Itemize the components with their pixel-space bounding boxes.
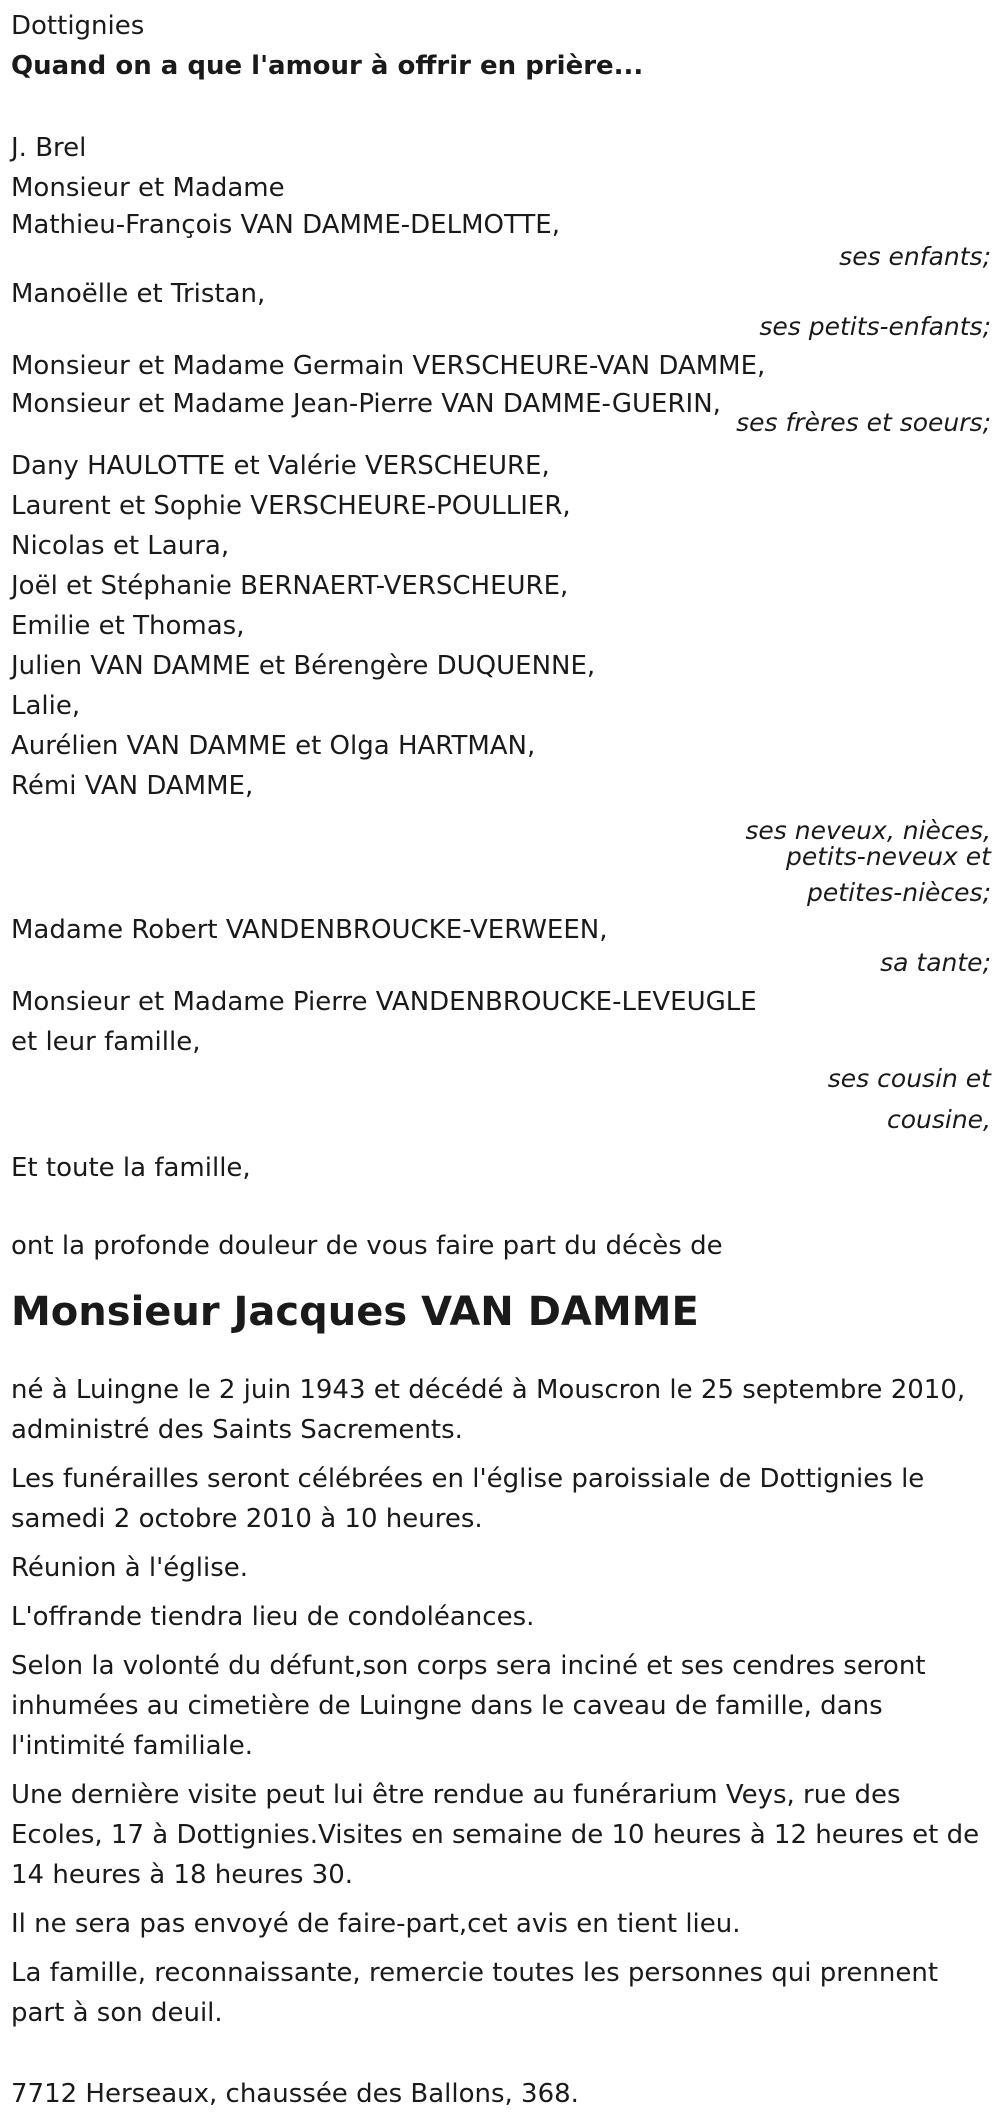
obituary-notice xyxy=(11,6,991,2114)
paragraph-line: né à Luingne le 2 juin 1943 et décédé à Mouscron le 25 septembre 2010, xyxy=(11,1375,966,1405)
family-line: Monsieur et Madame Germain VERSCHEURE-VAN DAMME, xyxy=(11,351,766,381)
paragraph-line: inhumées au cimetière de Luingne dans le caveau de famille, dans xyxy=(11,1691,883,1721)
relation-label: ses enfants; xyxy=(839,242,991,271)
paragraph xyxy=(11,1904,991,1944)
paragraph-line: La famille, reconnaissante, remercie toutes les personnes qui prennent xyxy=(11,1958,939,1988)
paragraph xyxy=(11,1370,991,1450)
paragraph-line: Réunion à l'église. xyxy=(11,1553,249,1583)
paragraph-line: Une dernière visite peut lui être rendue au funérarium Veys, rue des xyxy=(11,1780,901,1810)
family-line: Monsieur et Madame xyxy=(11,173,285,203)
family-line: Madame Robert VANDENBROUCKE-VERWEEN, xyxy=(11,915,608,945)
paragraph xyxy=(11,1775,991,1895)
address: 7712 Herseaux, chaussée des Ballons, 368. xyxy=(11,2079,579,2109)
paragraph-line: Ecoles, 17 à Dottignies.Visites en semaine de 10 heures à 12 heures et de xyxy=(11,1820,980,1850)
paragraph-line: 14 heures à 18 heures 30. xyxy=(11,1860,353,1890)
quote-author: J. Brel xyxy=(11,133,87,163)
family-line: Nicolas et Laura, xyxy=(11,531,230,561)
siblings-group xyxy=(11,346,991,438)
relation-label: ses neveux, nièces, xyxy=(745,816,991,845)
family-line: Rémi VAN DAMME, xyxy=(11,771,254,801)
deceased-name: Monsieur Jacques VAN DAMME xyxy=(11,1289,699,1335)
paragraph-line: L'offrande tiendra lieu de condoléances. xyxy=(11,1602,535,1632)
family-line: Monsieur et Madame Jean-Pierre VAN DAMME-GUERIN, xyxy=(11,389,721,419)
relation-label: ses frères et soeurs; xyxy=(736,408,991,437)
paragraph xyxy=(11,1953,991,2033)
relation-label: ses cousin et xyxy=(827,1064,991,1093)
family-line: Manoëlle et Tristan, xyxy=(11,279,266,309)
relation-label: ses petits-enfants; xyxy=(759,312,991,341)
family-line: Dany HAULOTTE et Valérie VERSCHEURE, xyxy=(11,451,550,481)
cousins-group xyxy=(11,982,991,1144)
paragraph xyxy=(11,1646,991,1766)
paragraph-line: Les funérailles seront célébrées en l'église paroissiale de Dottignies le xyxy=(11,1464,925,1494)
family-line: Joël et Stéphanie BERNAERT-VERSCHEURE, xyxy=(11,571,569,601)
paragraph-line: samedi 2 octobre 2010 à 10 heures. xyxy=(11,1504,483,1534)
paragraph xyxy=(11,1548,991,1588)
quote: Quand on a que l'amour à offrir en prière... xyxy=(11,51,644,81)
details xyxy=(11,1370,991,2033)
announcement: ont la profonde douleur de vous faire part du décès de xyxy=(11,1231,723,1261)
nephews-group xyxy=(11,446,991,908)
family-line: Julien VAN DAMME et Bérengère DUQUENNE, xyxy=(11,651,596,681)
family-closing: Et toute la famille, xyxy=(11,1153,251,1183)
family-line: Emilie et Thomas, xyxy=(11,611,245,641)
family-line: Laurent et Sophie VERSCHEURE-POULLIER, xyxy=(11,491,571,521)
family-line: Lalie, xyxy=(11,691,81,721)
paragraph-line: administré des Saints Sacrements. xyxy=(11,1415,463,1445)
paragraph-line: l'intimité familiale. xyxy=(11,1731,253,1761)
paragraph-line: Selon la volonté du défunt,son corps sera inciné et ses cendres seront xyxy=(11,1651,926,1681)
paragraph-line: part à son deuil. xyxy=(11,1998,223,2028)
paragraph xyxy=(11,1597,991,1637)
relation-label: cousine, xyxy=(886,1105,991,1134)
relation-label: sa tante; xyxy=(880,948,991,977)
family-line: Monsieur et Madame Pierre VANDENBROUCKE-LEVEUGLE xyxy=(11,987,757,1017)
aunt-group xyxy=(11,912,991,978)
children-group xyxy=(11,168,991,272)
family-line: Mathieu-François VAN DAMME-DELMOTTE, xyxy=(11,210,560,240)
paragraph xyxy=(11,1459,991,1539)
relation-label: petits-neveux et xyxy=(785,842,991,871)
family-line: et leur famille, xyxy=(11,1027,201,1057)
family-line: Aurélien VAN DAMME et Olga HARTMAN, xyxy=(11,731,536,761)
grandchildren-group xyxy=(11,276,991,342)
paragraph-line: Il ne sera pas envoyé de faire-part,cet avis en tient lieu. xyxy=(11,1909,741,1939)
relation-label: petites-nièces; xyxy=(807,878,991,907)
place-name: Dottignies xyxy=(11,11,145,41)
